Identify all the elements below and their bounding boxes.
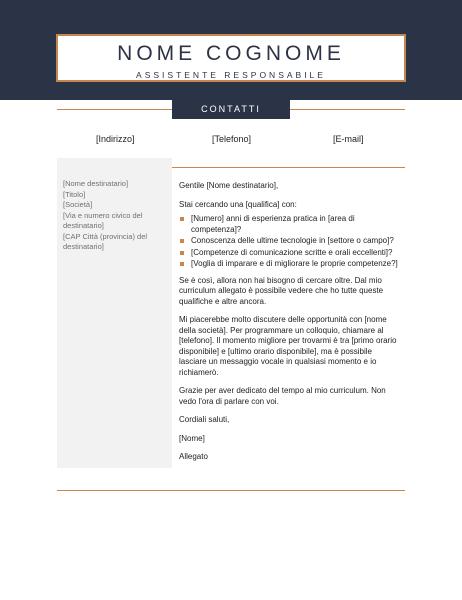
contact-address[interactable]: [Indirizzo] [96, 134, 135, 144]
bullet-icon [180, 217, 184, 221]
letter-closing[interactable]: Cordiali saluti, [179, 415, 230, 424]
recipient-street[interactable]: [Via e numero civico del destinatario] [63, 210, 143, 230]
letter-intro[interactable]: Stai cercando una [qualifica] con: [179, 199, 297, 209]
list-item: [Numero] anni di esperienza pratica in [area di competenza]? [179, 214, 399, 235]
recipient-block [63, 179, 169, 253]
recipient-title[interactable]: [Titolo] [63, 189, 86, 199]
name-box [56, 34, 406, 82]
list-item: [Competenze di comunicazione scritte e orali eccellenti]? [179, 248, 399, 259]
qualifications-list [179, 214, 399, 270]
contact-email[interactable]: [E-mail] [333, 134, 364, 144]
letter-body [179, 181, 399, 471]
contacts-rule-right [290, 109, 405, 110]
letter-paragraph-1[interactable]: Se è così, allora non hai bisogno di cercare oltre. Dal mio curriculum allegato è possibile vedere che ho tutte queste qualifiche e altre ancora. [179, 275, 384, 306]
applicant-title[interactable]: ASSISTENTE RESPONSABILE [136, 70, 326, 80]
recipient-name[interactable]: [Nome destinatario] [63, 179, 129, 188]
recipient-city[interactable]: [CAP Città (provincia) del destinatario] [63, 231, 148, 251]
letter-top-rule [172, 167, 405, 168]
contacts-heading[interactable]: CONTATTI [172, 100, 290, 119]
letter-paragraph-3[interactable]: Grazie per aver dedicato del tempo al mio curriculum. Non vedo l'ora di parlare con voi. [179, 386, 386, 406]
recipient-company[interactable]: [Società] [63, 200, 93, 209]
list-item: Conoscenza delle ultime tecnologie in [settore o campo]? [179, 236, 399, 247]
letter-paragraph-2[interactable]: Mi piacerebbe molto discutere delle opportunità con [nome della società]. Per programmare un colloquio, chiamare al [telefono]. Il momento migliore per trovarmi è tra [primo orario disponibile] e [ultimo orario disponibile], ma è possibile lasciare un messaggio vocale in qualsiasi momento e io richiamerò. [179, 315, 397, 377]
contact-phone[interactable]: [Telefono] [212, 134, 252, 144]
letter-signature[interactable]: [Nome] [179, 433, 205, 443]
bullet-icon [180, 239, 184, 243]
list-item: [Voglia di imparare e di migliorare le proprie competenze?] [179, 259, 399, 270]
bullet-icon [180, 251, 184, 255]
applicant-name[interactable]: NOME COGNOME [117, 42, 345, 65]
letter-greeting[interactable]: Gentile [Nome destinatario], [179, 181, 279, 190]
contacts-rule-left [57, 109, 172, 110]
bottom-rule [57, 490, 405, 491]
letter-attachment[interactable]: Allegato [179, 452, 208, 461]
bullet-icon [180, 262, 184, 266]
